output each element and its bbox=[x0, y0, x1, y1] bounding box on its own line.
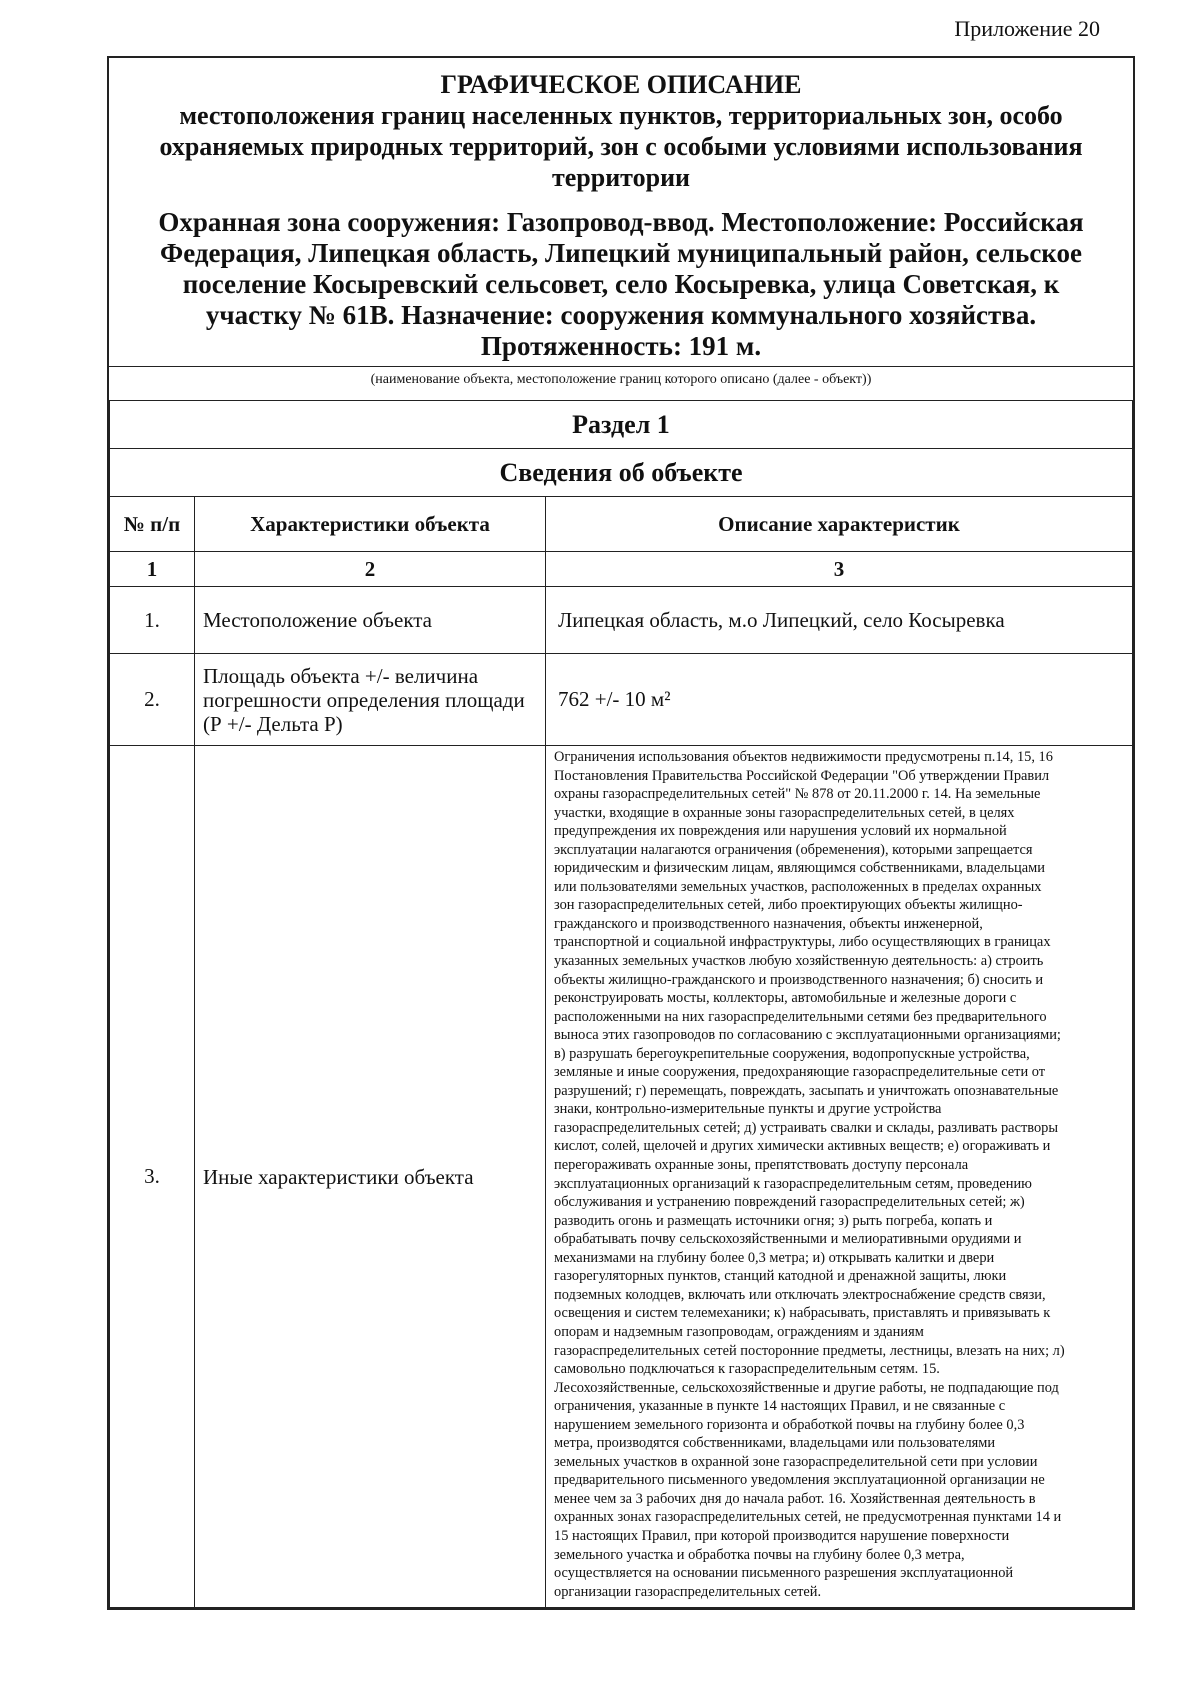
section-title: Раздел 1 bbox=[110, 401, 1133, 449]
column-number: 3 bbox=[546, 552, 1133, 587]
restriction-line: осуществляется на основании письменного разрешения эксплуатационной bbox=[554, 1565, 1014, 1582]
characteristic-name: Иные характеристики объекта bbox=[195, 746, 546, 1608]
characteristic-value: Липецкая область, м.о Липецкий, село Косыревка bbox=[546, 587, 1133, 654]
row-number: 1. bbox=[110, 587, 195, 654]
restriction-line: юридическим и физическим лицам, являющимся собственниками, владельцами bbox=[554, 860, 1045, 877]
restriction-line: разводить огонь и размещать источники огня; з) рыть погреба, копать и bbox=[554, 1212, 993, 1229]
object-line: Федерация, Липецкая область, Липецкий муниципальный район, сельское bbox=[160, 238, 1082, 268]
column-number-row bbox=[110, 552, 1133, 587]
restriction-line: Лесохозяйственные, сельскохозяйственные и другие работы, не подпадающие под bbox=[554, 1379, 1059, 1396]
table-row bbox=[110, 587, 1133, 654]
column-header: Описание характеристик bbox=[546, 497, 1133, 552]
restriction-line: или пользователями земельных участков, расположенных в пределах охранных bbox=[554, 878, 1042, 895]
object-table bbox=[109, 400, 1133, 1608]
restriction-line: транспортной и социальной инфраструктуры, либо осуществляющих в границах bbox=[554, 934, 1051, 951]
subtitle-line: охраняемых природных территорий, зон с особыми условиями использования bbox=[159, 132, 1083, 161]
restriction-line: газорегуляторных пунктов, станций катодной и дренажной защиты, люки bbox=[554, 1268, 1007, 1285]
object-line: Протяженность: 191 м. bbox=[480, 331, 762, 361]
section-subtitle-row bbox=[110, 449, 1133, 497]
restriction-line: объекты жилищно-гражданского и производственного назначения; б) сносить и bbox=[554, 971, 1044, 988]
restriction-line: перегораживать охранные зоны, препятствовать доступу персонала bbox=[554, 1157, 969, 1174]
name-line: (Р +/- Дельта Р) bbox=[203, 711, 343, 736]
restriction-line: Ограничения использования объектов недвижимости предусмотрены п.14, 15, 16 bbox=[554, 749, 1053, 765]
subtitle-line: местоположения границ населенных пунктов, территориальных зон, особо bbox=[179, 101, 1063, 130]
restriction-line: газораспределительных сетей посторонние предметы, лестницы, влезать на них; л) bbox=[554, 1342, 1065, 1359]
row-number: 2. bbox=[110, 654, 195, 746]
object-line: Охранная зона сооружения: Газопровод-ввод. Местоположение: Российская bbox=[158, 207, 1084, 237]
characteristic-name bbox=[195, 654, 546, 746]
restriction-line: подземных колодцев, включать или отключать электроснабжение средств связи, bbox=[554, 1286, 1046, 1303]
restriction-line: опорам и надземным газопроводам, ограждениям и зданиям bbox=[554, 1323, 924, 1340]
restriction-line: газораспределительных сетей; д) устраивать свалки и склады, разливать растворы bbox=[554, 1119, 1059, 1136]
restriction-line: кислот, солей, щелочей и других химически активных веществ; е) огораживать и bbox=[554, 1138, 1051, 1155]
restriction-line: самовольно подключаться к газораспределительным сетям. 15. bbox=[554, 1361, 940, 1378]
restriction-line: участки, входящие в охранные зоны газораспределительных сетей, в целях bbox=[554, 804, 1015, 821]
restriction-line: Постановления Правительства Российской Федерации "Об утверждении Правил bbox=[554, 767, 1050, 784]
restriction-line: зон газораспределительных сетей, либо проектирующих объекты жилищно- bbox=[554, 897, 1023, 914]
object-description bbox=[119, 207, 1123, 366]
restriction-line: охраны газораспределительных сетей" № 878 от 20.11.2000 г. 14. На земельные bbox=[554, 786, 1041, 803]
restriction-line: указанных земельных участков любую хозяйственную деятельность: а) строить bbox=[554, 953, 1044, 970]
section-subtitle: Сведения об объекте bbox=[110, 449, 1133, 497]
characteristic-name: Местоположение объекта bbox=[195, 587, 546, 654]
restriction-line: гражданского и производственного назначения, объекты инженерной, bbox=[554, 915, 983, 932]
restriction-line: метра, производятся собственниками, владельцами или пользователями bbox=[554, 1435, 996, 1452]
restriction-line: земельного участка и обработка почвы на глубину более 0,3 метра, bbox=[554, 1546, 965, 1563]
characteristic-value bbox=[546, 746, 1133, 1608]
restriction-line: выноса этих газопроводов по согласованию с эксплуатационными организациями; bbox=[554, 1027, 1061, 1044]
document-frame bbox=[107, 56, 1135, 1610]
table-row bbox=[110, 654, 1133, 746]
row-number: 3. bbox=[110, 746, 195, 1608]
appendix-label: Приложение 20 bbox=[954, 16, 1100, 41]
restriction-line: разрушений; г) перемещать, повреждать, засыпать и уничтожать опознавательные bbox=[554, 1082, 1059, 1099]
restriction-line: организации газораспределительных сетей. bbox=[554, 1583, 822, 1600]
table-header-row bbox=[110, 497, 1133, 552]
object-line: участку № 61В. Назначение: сооружения коммунального хозяйства. bbox=[205, 300, 1037, 330]
column-header: Характеристики объекта bbox=[195, 497, 546, 552]
restriction-line: 15 настоящих Правил, при которой производится нарушение поверхности bbox=[554, 1527, 1010, 1544]
restriction-line: освещения и систем телемеханики; к) набрасывать, приставлять и привязывать к bbox=[554, 1305, 1051, 1322]
restrictions-text bbox=[554, 748, 1126, 1601]
restriction-line: механизмами на глубину более 0,3 метра; и) открывать калитки и двери bbox=[554, 1249, 995, 1266]
restriction-line: ограничения, указанные в пункте 14 настоящих Правил, и не связанные с bbox=[554, 1398, 1006, 1415]
restriction-line: предупреждения их повреждения или нарушения условий их нормальной bbox=[554, 823, 1007, 840]
restriction-line: обслуживания и устранению повреждений газораспределительных сетей; ж) bbox=[554, 1194, 1025, 1211]
restriction-line: земельных участков в охранной зоне газораспределительной сети при условии bbox=[554, 1453, 1038, 1470]
column-number: 2 bbox=[195, 552, 546, 587]
column-header: № п/п bbox=[110, 497, 195, 552]
restriction-line: охранных зонах газораспределительных сетей, не предусмотренная пунктами 14 и bbox=[554, 1509, 1062, 1526]
table-row bbox=[110, 746, 1133, 1608]
restriction-line: обрабатывать почву сельскохозяйственными и мелиоративными орудиями и bbox=[554, 1231, 1022, 1248]
restriction-line: менее чем за 3 рабочих дня до начала работ. 16. Хозяйственная деятельность в bbox=[554, 1490, 1036, 1507]
name-line: Площадь объекта +/- величина bbox=[203, 663, 479, 688]
object-line: поселение Косыревский сельсовет, село Косыревка, улица Советская, к bbox=[182, 269, 1060, 299]
column-number: 1 bbox=[110, 552, 195, 587]
restriction-line: расположенными на них газораспределительными сетями без предварительного bbox=[554, 1008, 1047, 1025]
document-header bbox=[109, 58, 1133, 366]
restriction-line: земляные и иные сооружения, предохраняющие газораспределительные сети от bbox=[554, 1064, 1046, 1081]
restriction-line: предварительного письменного уведомления эксплуатационной организации не bbox=[554, 1472, 1045, 1489]
restriction-line: нарушением земельного горизонта и обработкой почвы на глубину более 0,3 bbox=[554, 1416, 1025, 1433]
restriction-line: эксплуатационных организаций к газораспределительным сетям, проведению bbox=[554, 1175, 1032, 1192]
object-note: (наименование объекта, местоположение границ которого описано (далее - объект)) bbox=[109, 366, 1133, 400]
name-line: погрешности определения площади bbox=[203, 687, 525, 712]
characteristic-value: 762 +/- 10 м² bbox=[546, 654, 1133, 746]
restriction-line: реконструировать мосты, коллекторы, автомобильные и железные дороги с bbox=[554, 990, 1017, 1007]
restriction-line: в) разрушать берегоукрепительные сооружения, водопропускные устройства, bbox=[554, 1045, 1030, 1062]
document-title: ГРАФИЧЕСКОЕ ОПИСАНИЕ bbox=[440, 70, 802, 99]
restriction-line: эксплуатации налагаются ограничения (обременения), которыми запрещается bbox=[554, 841, 1033, 858]
restriction-line: знаки, контрольно-измерительные пункты и другие устройства bbox=[554, 1101, 942, 1118]
section-title-row bbox=[110, 401, 1133, 449]
subtitle-line: территории bbox=[551, 163, 691, 192]
